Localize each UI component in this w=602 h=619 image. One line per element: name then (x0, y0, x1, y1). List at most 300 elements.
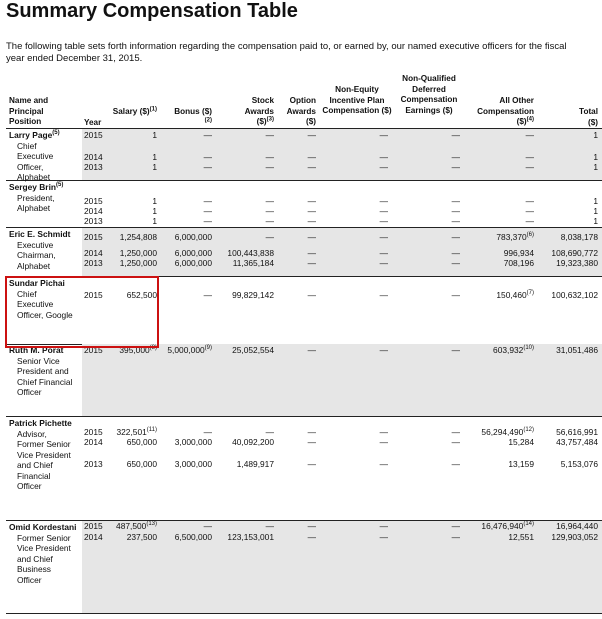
cell-deferred (392, 345, 460, 356)
executive-name-block (9, 418, 79, 492)
cell-bonus (160, 162, 212, 173)
cell-stock (214, 521, 274, 532)
cell-value: — (379, 258, 388, 268)
cell-value: — (265, 521, 274, 531)
cell-value: — (307, 216, 316, 226)
cell-value: 150,460 (496, 290, 527, 300)
header-stock-label: Stock Awards ($) (244, 96, 274, 126)
cell-value: — (451, 196, 460, 206)
cell-value: 3,000,000 (174, 437, 212, 447)
cell-total (536, 437, 598, 448)
cell-bonus (160, 437, 212, 448)
cell-value: — (451, 437, 460, 447)
cell-stock (214, 345, 274, 356)
cell-value: 322,501 (116, 427, 147, 437)
executive-position: Executive Chairman, Alphabet (17, 239, 56, 271)
cell-option (278, 290, 316, 301)
cell-value: 3,000,000 (174, 459, 212, 469)
cell-nonequity (322, 152, 388, 163)
cell-nonequity (322, 248, 388, 259)
cell-value: 2015 (84, 232, 103, 242)
cell-value: 129,903,052 (551, 532, 598, 542)
cell-option (278, 162, 316, 173)
cell-value: — (265, 162, 274, 172)
cell-option (278, 532, 316, 543)
cell-salary (100, 206, 157, 217)
cell-value: 6,000,000 (174, 232, 212, 242)
cell-value: — (379, 248, 388, 258)
executive-name-block (9, 522, 79, 585)
executive-name: Eric E. Schmidt (9, 229, 71, 239)
executive-name: Ruth M. Porat (9, 345, 64, 355)
cell-value: 2015 (84, 130, 103, 140)
cell-total (536, 290, 598, 301)
cell-footnote: (9) (204, 345, 212, 352)
cell-option (278, 427, 316, 438)
cell-value: 40,092,200 (232, 437, 274, 447)
cell-value: — (451, 162, 460, 172)
cell-bonus (160, 345, 212, 356)
cell-value: — (307, 345, 316, 355)
cell-deferred (392, 427, 460, 438)
cell-deferred (392, 532, 460, 543)
header-year: Year (84, 118, 102, 127)
cell-other (470, 162, 534, 173)
executive-position: Chief Executive Officer, Google (17, 288, 73, 320)
cell-other (470, 152, 534, 163)
cell-value: 25,052,554 (232, 345, 274, 355)
cell-value: 1 (593, 152, 598, 162)
cell-value: 11,365,184 (232, 258, 274, 268)
cell-value: 2014 (84, 152, 103, 162)
cell-value: 783,370 (496, 232, 527, 242)
cell-other (470, 248, 534, 259)
cell-value: 650,000 (126, 459, 157, 469)
cell-bonus (160, 196, 212, 207)
executive-position: Chief Executive Officer, Alphabet (17, 140, 54, 182)
cell-value: — (203, 152, 212, 162)
cell-value: — (379, 206, 388, 216)
cell-value: 652,500 (126, 290, 157, 300)
cell-value: — (203, 206, 212, 216)
header-salary (112, 107, 157, 118)
cell-total (536, 196, 598, 207)
row-rule (6, 180, 602, 181)
cell-salary (100, 248, 157, 259)
cell-bonus (160, 459, 212, 470)
executive-name-note: (5) (52, 130, 60, 137)
cell-salary (100, 459, 157, 470)
cell-deferred (392, 216, 460, 227)
cell-value: — (203, 521, 212, 531)
executive-position: Former Senior Vice President and Chief Business Officer (17, 532, 71, 585)
cell-value: — (379, 216, 388, 226)
cell-value: — (203, 216, 212, 226)
cell-value: — (307, 152, 316, 162)
cell-option (278, 521, 316, 532)
cell-value: — (307, 196, 316, 206)
cell-total (536, 206, 598, 217)
cell-value: 2015 (84, 521, 103, 531)
cell-value: 13,159 (508, 459, 534, 469)
cell-value: 1 (593, 196, 598, 206)
executive-name: Larry Page$^{(5)}$ (9, 130, 60, 140)
cell-total (536, 427, 598, 438)
cell-value: — (203, 130, 212, 140)
header-other-label: All Other Compensation ($) (477, 96, 534, 126)
cell-value: 1 (593, 216, 598, 226)
cell-value: — (451, 290, 460, 300)
cell-nonequity (322, 196, 388, 207)
cell-value: 43,757,484 (556, 437, 598, 447)
cell-salary (100, 437, 157, 448)
header-bonus (172, 107, 212, 128)
executive-name: Sergey Brin$^{(5)}$ (9, 182, 64, 192)
page-title: Summary Compensation Table (6, 0, 298, 22)
intro-line-2: year ended December 31, 2015. (6, 53, 143, 64)
cell-option (278, 248, 316, 259)
cell-value: — (203, 290, 212, 300)
cell-value: 2014 (84, 248, 103, 258)
cell-bonus (160, 130, 212, 141)
executive-position: President, Alphabet (17, 192, 55, 213)
cell-value: — (451, 345, 460, 355)
cell-other (470, 130, 534, 141)
cell-stock (214, 162, 274, 173)
cell-value: — (307, 248, 316, 258)
cell-salary (100, 196, 157, 207)
cell-total (536, 258, 598, 269)
cell-total (536, 130, 598, 141)
cell-deferred (392, 152, 460, 163)
cell-option (278, 459, 316, 470)
cell-value: — (307, 258, 316, 268)
cell-bonus (160, 152, 212, 163)
cell-bonus (160, 521, 212, 532)
cell-option (278, 152, 316, 163)
cell-nonequity (322, 521, 388, 532)
cell-value: — (379, 345, 388, 355)
cell-nonequity (322, 232, 388, 243)
cell-value: — (265, 427, 274, 437)
cell-value: 2015 (84, 345, 103, 355)
row-rule (6, 416, 602, 417)
cell-value: — (451, 532, 460, 542)
cell-value: 108,690,772 (551, 248, 598, 258)
highlight-box (5, 276, 159, 348)
executive-name: Sundar Pichai (9, 278, 65, 288)
cell-value: 1,250,000 (119, 258, 157, 268)
cell-bonus (160, 232, 212, 243)
intro-text (6, 41, 602, 65)
cell-bonus (160, 258, 212, 269)
cell-other (470, 206, 534, 217)
executive-name-block (9, 182, 79, 214)
cell-salary (100, 427, 157, 438)
cell-footnote: (6) (526, 232, 534, 239)
cell-value: 2013 (84, 216, 103, 226)
cell-value: — (307, 130, 316, 140)
cell-salary (100, 258, 157, 269)
cell-nonequity (322, 532, 388, 543)
cell-value: — (265, 130, 274, 140)
cell-value: 1 (152, 196, 157, 206)
header-salary-label: Salary ($) (112, 107, 150, 116)
cell-value: 1 (593, 162, 598, 172)
header-nonequity: Non-Equity Incentive Plan Compensation ($) (322, 85, 392, 115)
cell-other (470, 437, 534, 448)
cell-footnote: (14) (523, 521, 534, 528)
cell-other (470, 232, 534, 243)
cell-option (278, 345, 316, 356)
cell-value: — (379, 532, 388, 542)
cell-value: — (451, 427, 460, 437)
cell-value: 2015 (84, 427, 103, 437)
header-stock (238, 96, 274, 128)
cell-value: — (307, 427, 316, 437)
cell-value: 487,500 (116, 521, 147, 531)
cell-other (470, 196, 534, 207)
cell-value: — (379, 232, 388, 242)
cell-value: — (525, 152, 534, 162)
cell-nonequity (322, 130, 388, 141)
cell-value: — (379, 427, 388, 437)
cell-value: — (265, 152, 274, 162)
cell-stock (214, 459, 274, 470)
cell-stock (214, 248, 274, 259)
cell-value: 1 (152, 206, 157, 216)
cell-value: — (265, 216, 274, 226)
cell-value: 1 (593, 130, 598, 140)
header-salary-note: (1) (149, 106, 157, 113)
cell-footnote: (8) (149, 345, 157, 352)
cell-value: — (525, 130, 534, 140)
cell-value: 15,284 (508, 437, 534, 447)
cell-value: 16,964,440 (556, 521, 598, 531)
cell-value: 1,254,808 (119, 232, 157, 242)
cell-value: 16,476,940 (481, 521, 524, 531)
cell-value: 6,500,000 (174, 532, 212, 542)
cell-total (536, 248, 598, 259)
intro-line-1: The following table sets forth information regarding the compensation paid to, or earned by, our named executive officers for the fiscal (6, 41, 567, 52)
cell-value: 2013 (84, 459, 103, 469)
cell-other (470, 521, 534, 532)
cell-bonus (160, 290, 212, 301)
executive-position: Senior Vice President and Chief Financial Officer (17, 355, 73, 397)
cell-value: 19,323,380 (556, 258, 598, 268)
cell-value: — (451, 216, 460, 226)
cell-value: 1 (152, 162, 157, 172)
cell-value: — (451, 459, 460, 469)
cell-bonus (160, 216, 212, 227)
cell-value: 603,932 (493, 345, 524, 355)
cell-nonequity (322, 290, 388, 301)
cell-value: 1 (593, 206, 598, 216)
cell-value: 56,294,490 (481, 427, 524, 437)
cell-value: 1 (152, 216, 157, 226)
cell-value: — (307, 437, 316, 447)
cell-value: — (307, 459, 316, 469)
cell-value: 12,551 (508, 532, 534, 542)
executive-name: Patrick Pichette (9, 418, 72, 428)
cell-other (470, 427, 534, 438)
cell-value: — (265, 206, 274, 216)
cell-option (278, 206, 316, 217)
cell-value: 708,196 (503, 258, 534, 268)
executive-name-block (9, 345, 79, 398)
cell-total (536, 345, 598, 356)
cell-other (470, 345, 534, 356)
cell-value: — (307, 521, 316, 531)
cell-salary (100, 162, 157, 173)
cell-stock (214, 427, 274, 438)
cell-value: 996,934 (503, 248, 534, 258)
cell-value: — (379, 130, 388, 140)
cell-total (536, 459, 598, 470)
cell-deferred (392, 248, 460, 259)
cell-value: — (525, 216, 534, 226)
cell-bonus (160, 206, 212, 217)
cell-value: — (307, 290, 316, 300)
cell-salary (100, 130, 157, 141)
cell-total (536, 152, 598, 163)
cell-nonequity (322, 437, 388, 448)
cell-value: — (379, 290, 388, 300)
cell-value: — (451, 248, 460, 258)
header-deferred: Non-Qualified Deferred Compensation Earnings ($) (400, 74, 458, 115)
header-other (470, 96, 534, 128)
cell-nonequity (322, 427, 388, 438)
cell-other (470, 216, 534, 227)
cell-deferred (392, 162, 460, 173)
cell-value: 123,153,001 (227, 532, 274, 542)
cell-option (278, 258, 316, 269)
cell-footnote: (12) (523, 427, 534, 434)
cell-stock (214, 196, 274, 207)
cell-value: — (525, 206, 534, 216)
cell-value: — (265, 196, 274, 206)
cell-deferred (392, 521, 460, 532)
cell-salary (100, 521, 157, 532)
cell-value: — (379, 162, 388, 172)
cell-value: 1 (152, 152, 157, 162)
cell-value: 1,250,000 (119, 248, 157, 258)
cell-total (536, 232, 598, 243)
cell-stock (214, 130, 274, 141)
cell-value: 99,829,142 (232, 290, 274, 300)
cell-value: 395,000 (119, 345, 150, 355)
header-bonus-note: (2) (204, 116, 212, 123)
cell-value: — (451, 258, 460, 268)
cell-value: — (379, 437, 388, 447)
cell-other (470, 290, 534, 301)
cell-nonequity (322, 216, 388, 227)
cell-other (470, 459, 534, 470)
header-option: Option Awards ($) (286, 96, 316, 126)
cell-value: — (203, 196, 212, 206)
cell-other (470, 258, 534, 269)
cell-value: — (451, 152, 460, 162)
cell-value: — (265, 232, 274, 242)
cell-deferred (392, 206, 460, 217)
cell-total (536, 521, 598, 532)
cell-value: 100,632,102 (551, 290, 598, 300)
executive-name-block (9, 130, 79, 183)
cell-option (278, 216, 316, 227)
cell-value: — (379, 196, 388, 206)
cell-value: — (379, 459, 388, 469)
cell-nonequity (322, 206, 388, 217)
cell-value: — (203, 427, 212, 437)
cell-stock (214, 290, 274, 301)
cell-other (470, 532, 534, 543)
row-rule (6, 613, 602, 614)
cell-value: 5,153,076 (560, 459, 598, 469)
cell-bonus (160, 248, 212, 259)
cell-salary (100, 216, 157, 227)
cell-deferred (392, 196, 460, 207)
cell-value: 2013 (84, 162, 103, 172)
cell-stock (214, 152, 274, 163)
cell-nonequity (322, 459, 388, 470)
cell-stock (214, 232, 274, 243)
cell-value: 1,489,917 (236, 459, 274, 469)
cell-value: 8,038,178 (560, 232, 598, 242)
cell-value: — (525, 196, 534, 206)
cell-stock (214, 532, 274, 543)
cell-value: — (307, 206, 316, 216)
cell-value: 6,000,000 (174, 248, 212, 258)
cell-value: — (307, 232, 316, 242)
cell-footnote: (11) (146, 427, 157, 434)
cell-nonequity (322, 162, 388, 173)
cell-option (278, 232, 316, 243)
cell-bonus (160, 427, 212, 438)
cell-value: — (379, 521, 388, 531)
cell-value: — (379, 152, 388, 162)
cell-value: 100,443,838 (227, 248, 274, 258)
cell-option (278, 130, 316, 141)
header-name: Name and Principal Position (9, 96, 49, 126)
cell-nonequity (322, 345, 388, 356)
cell-salary (100, 532, 157, 543)
cell-footnote: (13) (146, 521, 157, 528)
cell-value: 2014 (84, 437, 103, 447)
cell-value: — (451, 521, 460, 531)
header-total: Total ($) (579, 107, 598, 127)
cell-deferred (392, 290, 460, 301)
executive-name: Omid Kordestani (9, 522, 77, 532)
cell-value: — (451, 232, 460, 242)
cell-deferred (392, 459, 460, 470)
cell-value: 2015 (84, 290, 103, 300)
header-stock-note: (3) (266, 116, 274, 123)
cell-value: 2013 (84, 258, 103, 268)
cell-value: 650,000 (126, 437, 157, 447)
executive-name-block (9, 229, 79, 271)
cell-value: 5,000,000 (167, 345, 205, 355)
cell-option (278, 196, 316, 207)
cell-value: 1 (152, 130, 157, 140)
cell-value: — (307, 532, 316, 542)
cell-value: 2014 (84, 532, 103, 542)
cell-value: — (525, 162, 534, 172)
cell-value: 2015 (84, 196, 103, 206)
cell-stock (214, 437, 274, 448)
cell-value: — (203, 162, 212, 172)
cell-deferred (392, 232, 460, 243)
cell-footnote: (10) (523, 345, 534, 352)
